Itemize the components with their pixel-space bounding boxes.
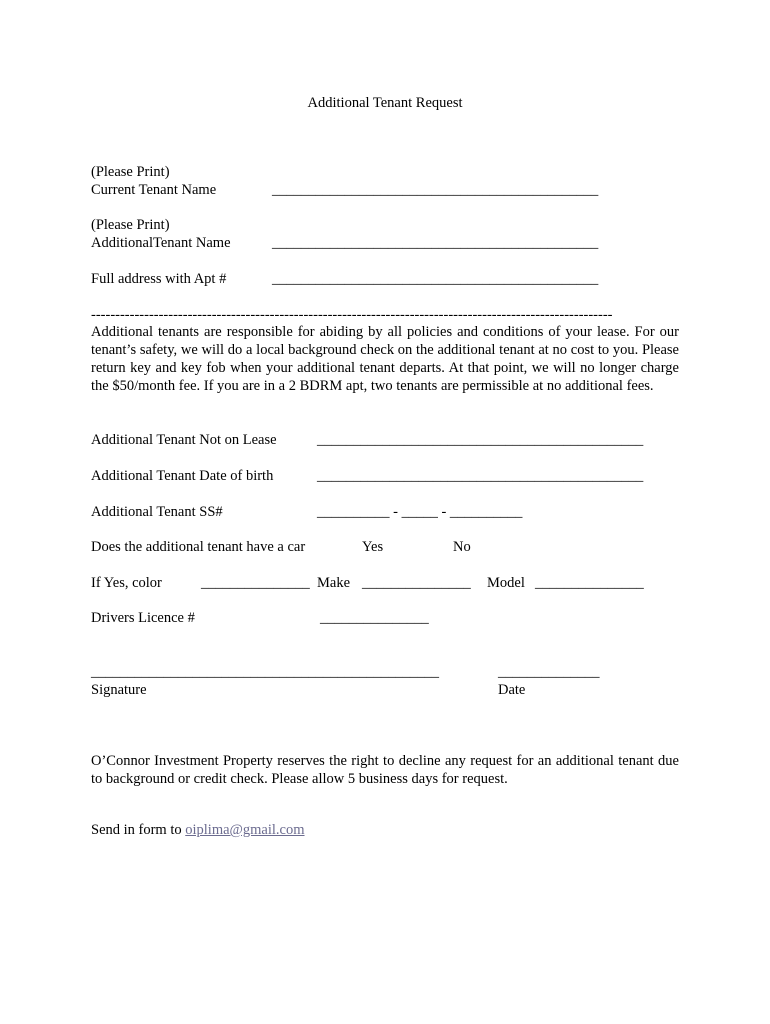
- signature-field[interactable]: ________________________________________________: [91, 664, 439, 680]
- drivers-licence-field[interactable]: _______________: [320, 610, 429, 626]
- car-model-label: Model: [487, 575, 525, 591]
- signature-label: Signature: [91, 682, 147, 698]
- current-tenant-name-label: Current Tenant Name: [91, 182, 217, 198]
- full-address-field[interactable]: _____________________________________________: [272, 271, 599, 287]
- please-print-note: (Please Print): [91, 164, 170, 180]
- drivers-licence-label: Drivers Licence #: [91, 610, 195, 626]
- car-color-field[interactable]: _______________: [201, 575, 310, 591]
- car-yes-option[interactable]: Yes: [362, 539, 384, 555]
- send-in-form-line: [91, 821, 305, 839]
- send-in-form-text: Send in form to: [91, 822, 186, 838]
- car-make-label: Make: [317, 575, 351, 591]
- reserve-right-paragraph: O’Connor Investment Property reserves the right to decline any request for an additional tenant due to background or credit check. Please allow 5 business days for request.: [91, 753, 679, 787]
- full-address-label: Full address with Apt #: [91, 271, 227, 287]
- car-make-field[interactable]: _______________: [362, 575, 471, 591]
- tenant-not-on-lease-field[interactable]: _____________________________________________: [317, 432, 644, 448]
- email-link[interactable]: oiplima@gmail.com: [185, 822, 305, 838]
- if-yes-color-label: If Yes, color: [91, 575, 162, 591]
- car-model-field[interactable]: _______________: [535, 575, 644, 591]
- date-of-birth-field[interactable]: _____________________________________________: [317, 468, 644, 484]
- current-tenant-name-field[interactable]: _____________________________________________: [272, 182, 599, 198]
- policy-paragraph: Additional tenants are responsible for abiding by all policies and conditions of your lease. For our tenant’s safety, we will do a local background check on the additional tenant at no cost to you. Please return key and key fob when your additional tenant departs. At that point, we will no longer charge the $50/month fee. If you are in a 2 BDRM apt, two tenants are permissible at no additional fees.: [91, 324, 679, 394]
- date-field[interactable]: ______________: [498, 664, 600, 680]
- car-no-option[interactable]: No: [453, 539, 471, 555]
- date-of-birth-label: Additional Tenant Date of birth: [91, 468, 274, 484]
- car-question-label: Does the additional tenant have a car: [91, 539, 306, 555]
- section-divider: ------------------------------------------------------------------------------------------------------------: [91, 307, 613, 323]
- additional-tenant-name-field[interactable]: _____________________________________________: [272, 235, 599, 251]
- please-print-note: (Please Print): [91, 217, 170, 233]
- additional-tenant-name-label: AdditionalTenant Name: [91, 235, 231, 251]
- tenant-not-on-lease-label: Additional Tenant Not on Lease: [91, 432, 277, 448]
- ss-number-label: Additional Tenant SS#: [91, 504, 223, 520]
- date-label: Date: [498, 682, 526, 698]
- page-title: Additional Tenant Request: [307, 95, 463, 111]
- ss-number-field[interactable]: __________ - _____ - __________: [317, 504, 523, 520]
